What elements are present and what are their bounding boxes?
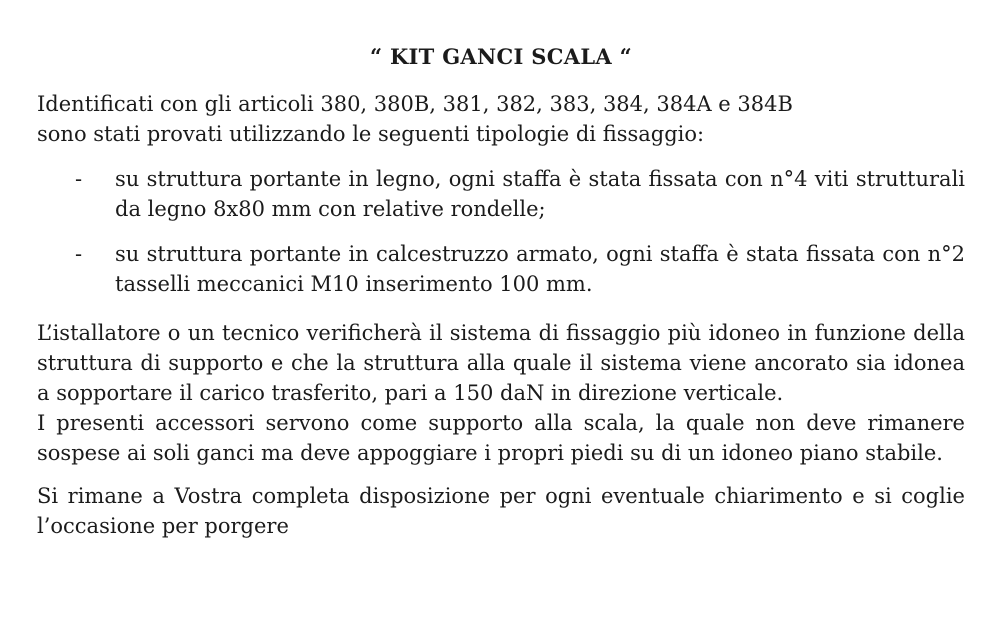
ladder-support-text: I presenti accessori servono come supporto alla scala, la quale non deve rimanere sospese ai soli ganci ma deve appoggiare i propri piedi su di un idoneo piano stabile. [37, 411, 965, 465]
intro-paragraph [37, 89, 965, 149]
intro-line-1: Identificati con gli articoli 380, 380B, 381, 382, 383, 384, 384A e 384B [37, 92, 793, 116]
bullet-dash: - [75, 167, 83, 191]
bullet-text-wood-structure: su struttura portante in legno, ogni staffa è stata fissata con n°4 viti strutturali da legno 8x80 mm con relative rondelle; [115, 167, 965, 221]
intro-line-2: sono stati provati utilizzando le seguenti tipologie di fissaggio: [37, 122, 705, 146]
installer-paragraph [37, 318, 965, 468]
document-title: “ KIT GANCI SCALA “ [370, 44, 632, 69]
bullet-dash: - [75, 242, 83, 266]
closing-paragraph: Si rimane a Vostra completa disposizione per ogni eventuale chiarimento e si coglie l’occasione per porgere [37, 484, 965, 538]
installer-verification-text: L’istallatore o un tecnico verificherà il sistema di fissaggio più idoneo in funzione della struttura di supporto e che la struttura alla quale il sistema viene ancorato sia idonea a sopportare il carico trasferito, pari a 150 daN in direzione verticale. [37, 321, 965, 405]
bullet-text-concrete-structure: su struttura portante in calcestruzzo armato, ogni staffa è stata fissata con n°2 tasselli meccanici M10 inserimento 100 mm. [115, 242, 965, 296]
bullet-item-wood-structure [75, 164, 965, 224]
bullet-item-concrete-structure [75, 239, 965, 299]
